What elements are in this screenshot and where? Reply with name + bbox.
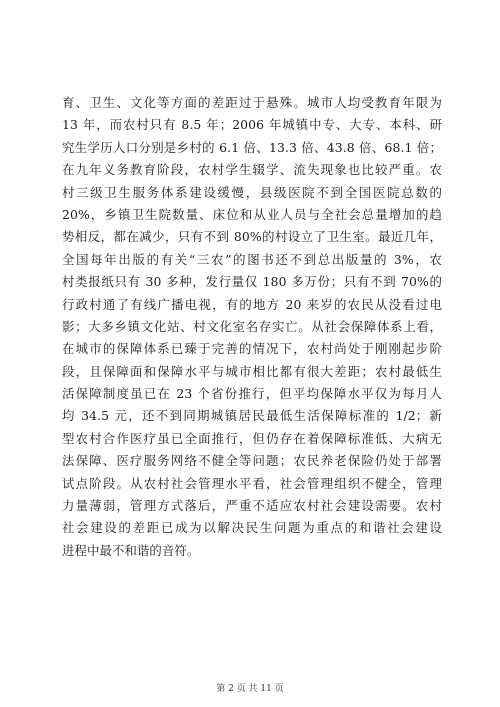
text-line: 13 年，而农村只有 8.5 年；2006 年城镇中专、大专、本科、研 <box>62 117 442 133</box>
text-line: 活保障制度虽已在 23 个省份推行，但平均保障水平仅为每月人 <box>62 386 442 402</box>
text-line: 进程中最不和谐的音符。 <box>62 542 200 558</box>
text-line: 村三级卫生服务体系建设缓慢，县级医院不到全国医院总数的 <box>62 184 442 200</box>
text-line: 究生学历人口分别是乡村的 6.1 倍、13.3 倍、43.8 倍、68.1 倍； <box>62 139 442 155</box>
text-line: 势相反，都在减少，只有不到 80%的村设立了卫生室。最近几年， <box>62 229 442 245</box>
text-line: 20%，乡镇卫生院数量、床位和从业人员与全社会总量增加的趋 <box>62 206 442 222</box>
text-line: 力量薄弱，管理方式落后，严重不适应农村社会建设需要。农村 <box>62 498 442 514</box>
text-line: 法保障、医疗服务网络不健全等问题；农民养老保险仍处于部署 <box>62 453 442 469</box>
text-line: 段，且保障面和保障水平与城市相比都有很大差距；农村最低生 <box>62 363 442 379</box>
text-line: 影；大多乡镇文化站、村文化室名存实亡。从社会保障体系上看， <box>62 318 442 334</box>
text-line: 型农村合作医疗虽已全面推行，但仍存在着保障标准低、大病无 <box>62 430 442 446</box>
text-line: 在九年义务教育阶段，农村学生辍学、流失现象也比较严重。农 <box>62 162 442 178</box>
text-line: 全国每年出版的有关“三农”的图书还不到总出版量的 3%，农 <box>62 251 442 267</box>
page-footer: 第 2 页 共 11 页 <box>216 684 284 694</box>
text-line: 在城市的保障体系已臻于完善的情况下，农村尚处于刚刚起步阶 <box>62 341 442 357</box>
text-line: 试点阶段。从农村社会管理水平看，社会管理组织不健全，管理 <box>62 475 442 491</box>
text-line: 行政村通了有线广播电视，有的地方 20 来岁的农民从没看过电 <box>62 296 442 312</box>
text-line: 村类报纸只有 30 多种，发行量仅 180 多万份；只有不到 70%的 <box>62 274 442 290</box>
text-line: 均 34.5 元，还不到同期城镇居民最低生活保障标准的 1/2；新 <box>62 408 442 424</box>
text-line: 社会建设的差距已成为以解决民生问题为重点的和谐社会建设 <box>62 520 442 536</box>
body-paragraph <box>62 92 442 562</box>
text-line: 育、卫生、文化等方面的差距过于悬殊。城市人均受教育年限为 <box>62 95 442 110</box>
